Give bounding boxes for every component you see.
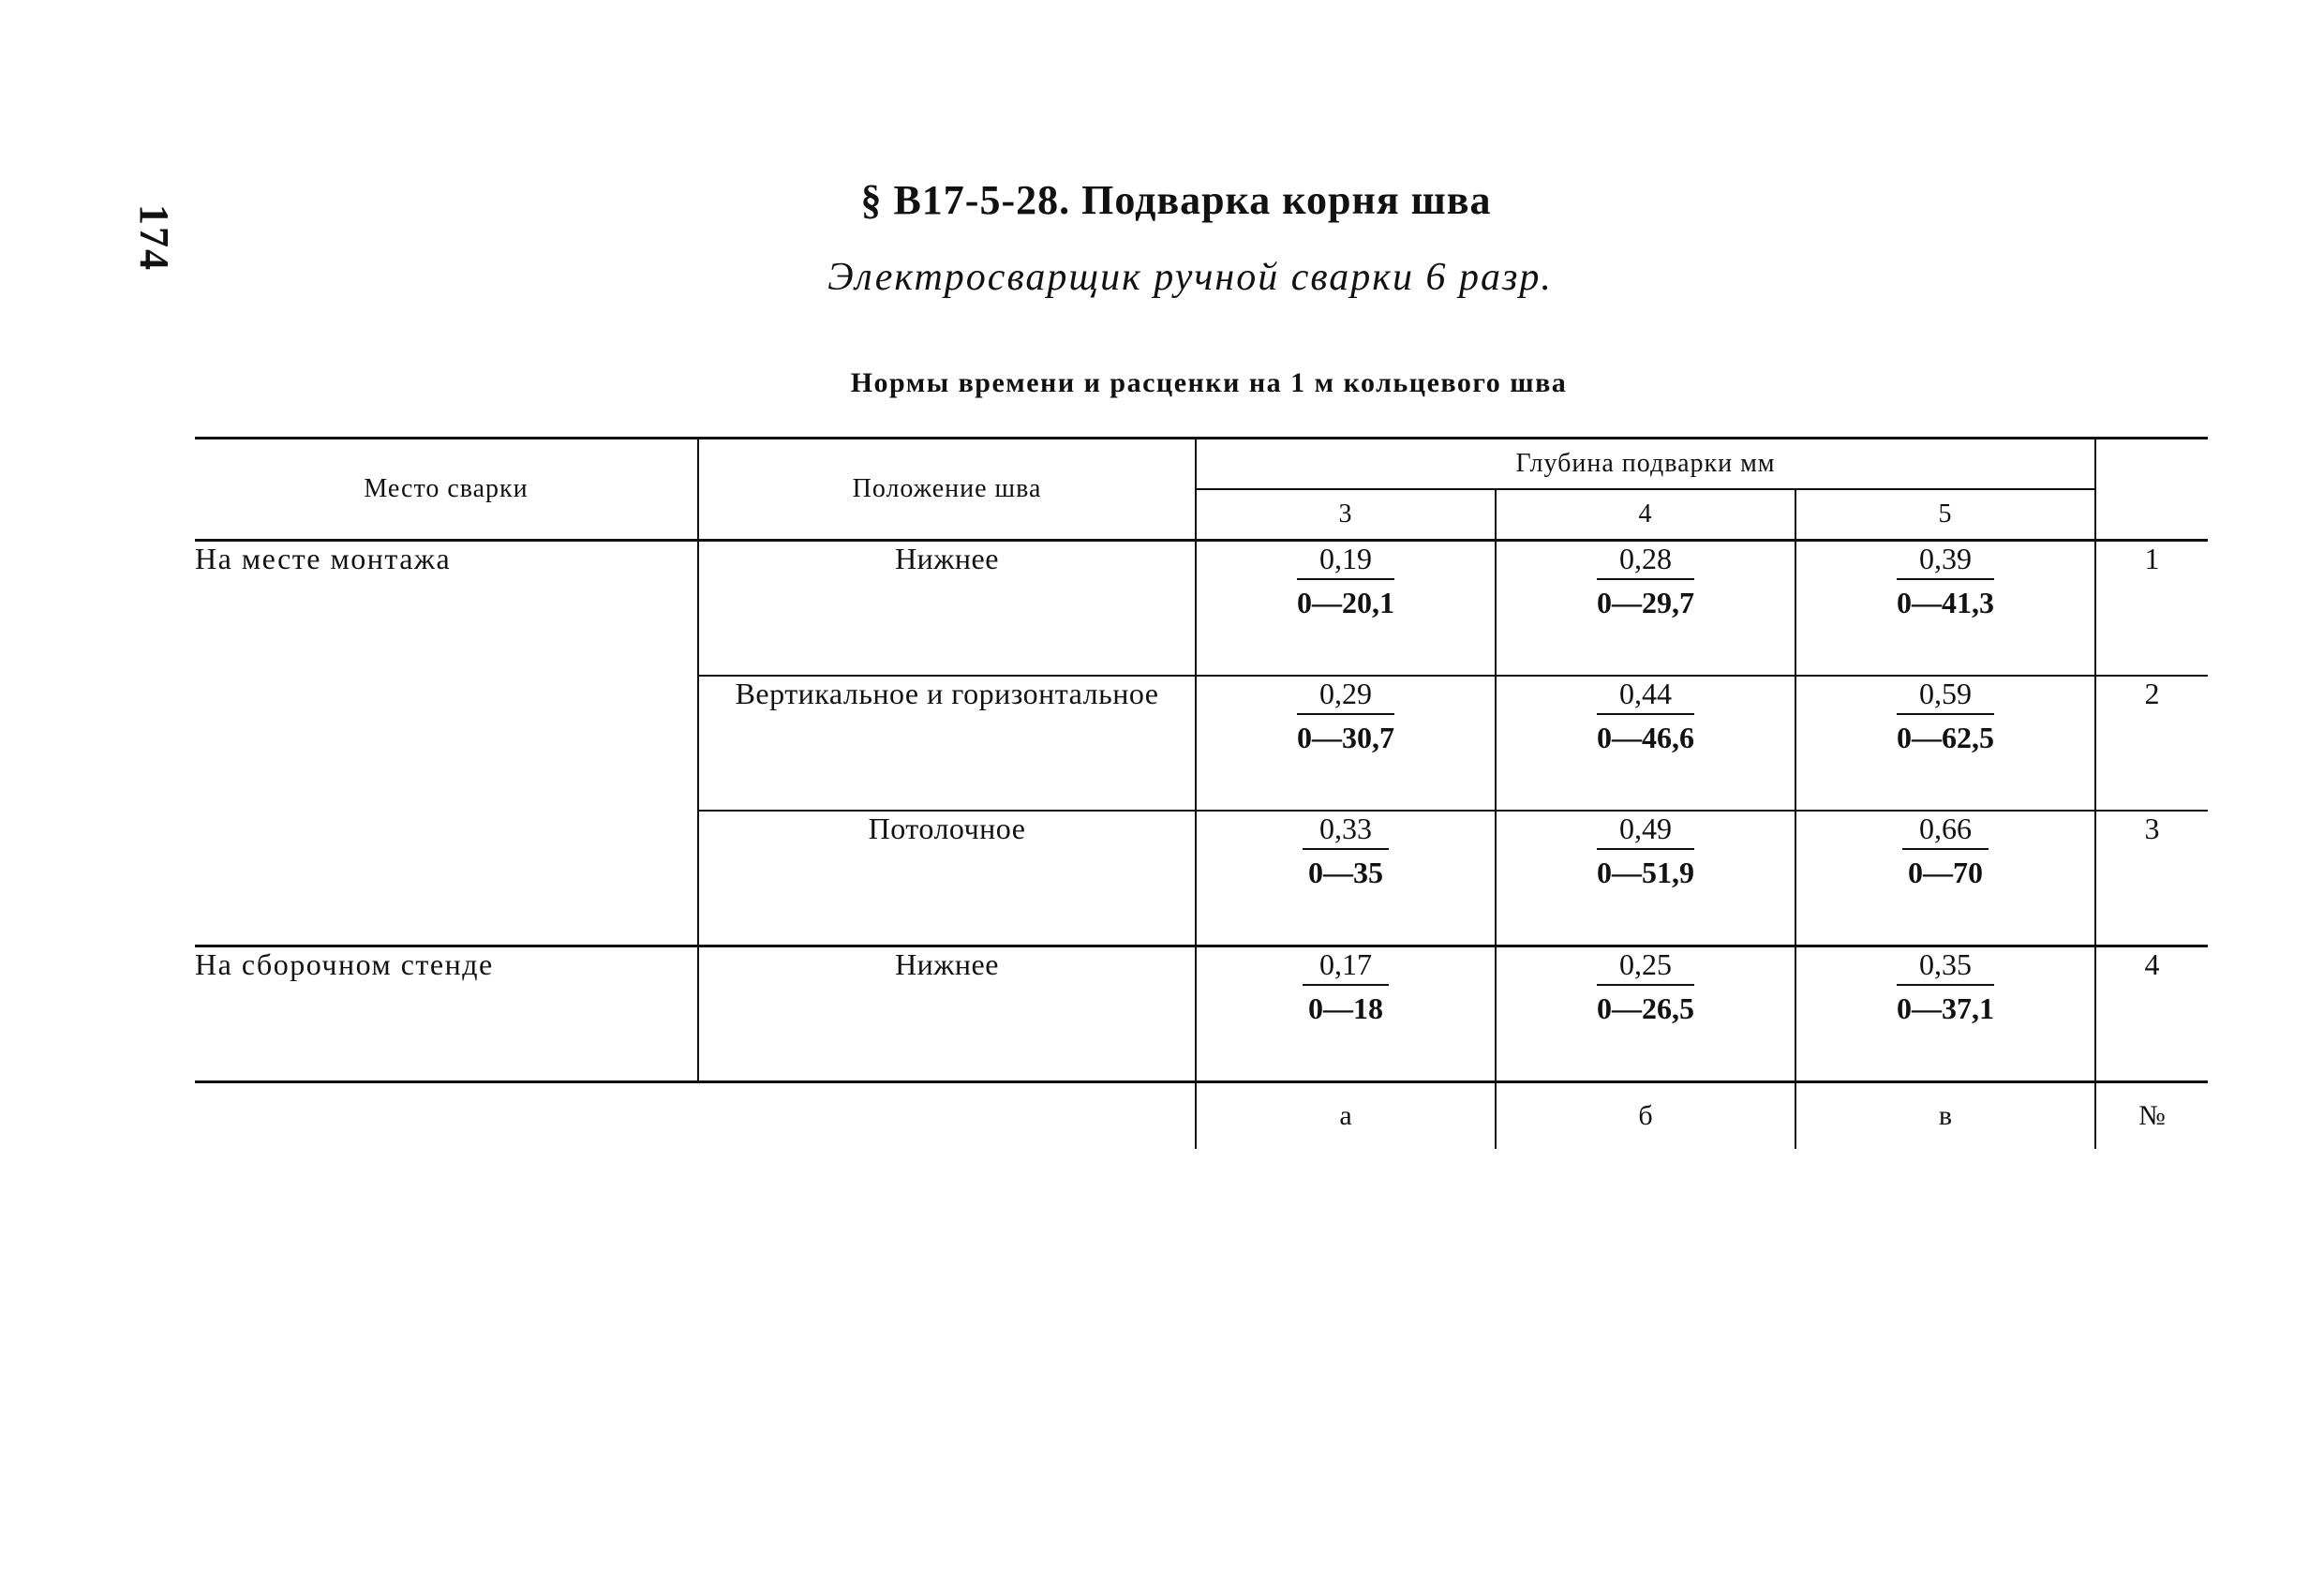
cell-position: Нижнее <box>698 946 1196 1082</box>
table-caption: Нормы времени и расценки на 1 м кольцевого шва <box>850 367 1568 398</box>
cell-row-number: 4 <box>2095 946 2208 1082</box>
cell-value-a <box>1196 811 1496 946</box>
cell-value-c <box>1795 811 2095 946</box>
price-value: 0—62,5 <box>1897 721 1994 754</box>
section-title: § В17-5-28. Подварка корня шва <box>860 177 1492 223</box>
norm-value: 0,25 <box>1597 947 1694 986</box>
price-value: 0—37,1 <box>1897 991 1994 1025</box>
norm-value: 0,17 <box>1303 947 1389 986</box>
cell-value-b <box>1496 676 1795 811</box>
footer-col-c: в <box>1795 1082 2095 1150</box>
cell-place <box>195 811 698 946</box>
table-row <box>195 541 2208 677</box>
header-depth-5: 5 <box>1795 489 2095 541</box>
price-value: 0—29,7 <box>1597 586 1694 619</box>
cell-row-number: 3 <box>2095 811 2208 946</box>
footer-col-num: № <box>2095 1082 2208 1150</box>
cell-place <box>195 676 698 811</box>
price-value: 0—70 <box>1908 856 1983 889</box>
table-row <box>195 676 2208 811</box>
cell-value-c <box>1795 676 2095 811</box>
header-depth: Глубина подварки мм <box>1196 439 2095 490</box>
table-row <box>195 946 2208 1082</box>
norm-value: 0,19 <box>1297 542 1394 580</box>
cell-value-a <box>1196 676 1496 811</box>
table-row <box>195 811 2208 946</box>
price-value: 0—30,7 <box>1297 721 1394 754</box>
cell-value-c <box>1795 541 2095 677</box>
price-value: 0—35 <box>1308 856 1383 889</box>
cell-position: Потолочное <box>698 811 1196 946</box>
footer-blank <box>195 1082 698 1150</box>
cell-place: На месте монтажа <box>195 541 698 677</box>
worker-grade-subtitle: Электросварщик ручной сварки 6 разр. <box>827 256 1553 299</box>
cell-place: На сборочном стенде <box>195 946 698 1082</box>
header-place: Место сварки <box>195 439 698 541</box>
norm-value: 0,49 <box>1597 812 1694 850</box>
cell-row-number: 2 <box>2095 676 2208 811</box>
norm-value: 0,44 <box>1597 677 1694 715</box>
norm-value: 0,28 <box>1597 542 1694 580</box>
cell-row-number: 1 <box>2095 541 2208 677</box>
price-value: 0—41,3 <box>1897 586 1994 619</box>
table-header-row <box>195 439 2208 490</box>
cell-position: Вертикальное и горизонтальное <box>698 676 1196 811</box>
footer-blank <box>698 1082 1196 1150</box>
header-num-blank <box>2095 439 2208 541</box>
norm-value: 0,39 <box>1897 542 1994 580</box>
norm-value: 0,66 <box>1902 812 1989 850</box>
price-value: 0—46,6 <box>1597 721 1694 754</box>
header-depth-3: 3 <box>1196 489 1496 541</box>
price-value: 0—51,9 <box>1597 856 1694 889</box>
table-footer-row <box>195 1082 2208 1150</box>
page-number: 174 <box>131 204 177 272</box>
price-value: 0—26,5 <box>1597 991 1694 1025</box>
header-position: Положение шва <box>698 439 1196 541</box>
cell-value-c <box>1795 946 2095 1082</box>
norms-table <box>195 437 2208 1149</box>
norm-value: 0,29 <box>1297 677 1394 715</box>
header-depth-4: 4 <box>1496 489 1795 541</box>
cell-position: Нижнее <box>698 541 1196 677</box>
cell-value-a <box>1196 946 1496 1082</box>
cell-value-b <box>1496 946 1795 1082</box>
footer-col-b: б <box>1496 1082 1795 1150</box>
price-value: 0—18 <box>1308 991 1383 1025</box>
cell-value-b <box>1496 811 1795 946</box>
cell-value-a <box>1196 541 1496 677</box>
footer-col-a: а <box>1196 1082 1496 1150</box>
norm-value: 0,35 <box>1897 947 1994 986</box>
norm-value: 0,33 <box>1303 812 1389 850</box>
price-value: 0—20,1 <box>1297 586 1394 619</box>
cell-value-b <box>1496 541 1795 677</box>
norm-value: 0,59 <box>1897 677 1994 715</box>
